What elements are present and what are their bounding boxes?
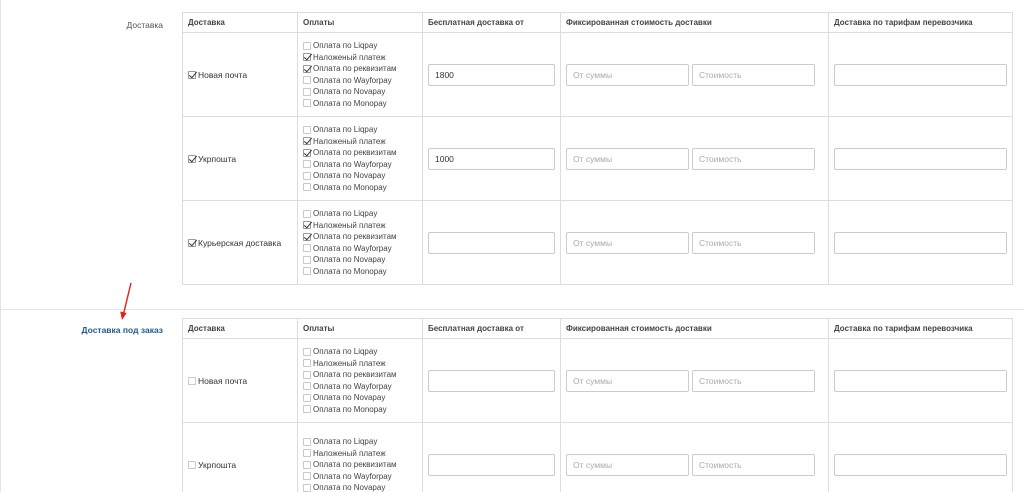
fixed-cost-cell xyxy=(561,33,829,117)
col-header-fixed-cost: Фиксированная стоимость доставки xyxy=(561,13,829,33)
payment-option-label: Оплата по Wayforpay xyxy=(313,381,392,391)
col-header-delivery: Доставка xyxy=(183,319,298,339)
fixed-cost-inputs xyxy=(566,370,823,392)
from-sum-input[interactable] xyxy=(566,454,689,476)
section-label-delivery-on-order[interactable]: Доставка под заказ xyxy=(81,325,163,335)
payment-option[interactable] xyxy=(303,208,417,220)
payment-option-label: Оплата по Monopay xyxy=(313,182,387,192)
payment-option-label: Оплата по реквизитам xyxy=(313,232,397,242)
payments-cell xyxy=(298,117,423,201)
carrier-tariff-input[interactable] xyxy=(834,148,1007,170)
carrier-name: Укрпошта xyxy=(198,459,237,470)
checkbox-icon[interactable] xyxy=(303,53,311,61)
carrier-tariff-cell xyxy=(829,33,1013,117)
section-label-delivery: Доставка xyxy=(126,20,163,30)
payment-option-label: Оплата по Liqpay xyxy=(313,125,378,135)
payments-cell xyxy=(298,423,423,492)
col-header-payments: Оплаты xyxy=(298,319,423,339)
payment-option[interactable] xyxy=(303,170,417,182)
payment-option[interactable] xyxy=(303,381,417,393)
from-sum-input[interactable] xyxy=(566,232,689,254)
payment-option[interactable] xyxy=(303,266,417,278)
checkbox-icon[interactable] xyxy=(303,461,311,469)
payment-option-label: Оплата по Liqpay xyxy=(313,437,378,446)
payment-option[interactable] xyxy=(303,136,417,148)
checkbox-icon[interactable] xyxy=(188,461,196,469)
checkbox-icon[interactable] xyxy=(303,65,311,73)
payment-methods-list xyxy=(303,122,417,195)
payment-option-label: Оплата по Wayforpay xyxy=(313,75,392,85)
col-header-payments: Оплаты xyxy=(298,13,423,33)
table-row xyxy=(183,201,1013,285)
payment-option-label: Оплата по реквизитам xyxy=(313,64,397,74)
carrier-tariff-cell xyxy=(829,117,1013,201)
checkbox-icon[interactable] xyxy=(303,371,311,379)
carrier-checkbox[interactable] xyxy=(188,154,292,164)
checkbox-icon[interactable] xyxy=(188,155,196,163)
carrier-name: Укрпошта xyxy=(198,153,237,164)
col-header-carrier-tariffs: Доставка по тарифам перевозчика xyxy=(829,319,1013,339)
cost-input[interactable] xyxy=(692,64,815,86)
payment-option[interactable] xyxy=(303,447,417,459)
payment-option-label: Наложеный платеж xyxy=(313,448,386,458)
checkbox-icon[interactable] xyxy=(303,267,311,275)
carrier-cell xyxy=(183,423,298,492)
payment-option[interactable] xyxy=(303,243,417,255)
checkbox-icon[interactable] xyxy=(303,256,311,264)
cost-input[interactable] xyxy=(692,148,815,170)
col-header-carrier-tariffs: Доставка по тарифам перевозчика xyxy=(829,13,1013,33)
checkbox-icon[interactable] xyxy=(303,210,311,218)
payment-option[interactable] xyxy=(303,124,417,136)
payment-option-label: Оплата по Monopay xyxy=(313,266,387,276)
payment-option[interactable] xyxy=(303,369,417,381)
free-delivery-cell xyxy=(423,339,561,423)
payment-option[interactable] xyxy=(303,254,417,266)
payment-option-label: Оплата по Monopay xyxy=(313,98,387,108)
checkbox-icon[interactable] xyxy=(303,137,311,145)
payment-methods-list xyxy=(303,38,417,111)
carrier-cell xyxy=(183,201,298,285)
table-row xyxy=(183,339,1013,423)
checkbox-icon[interactable] xyxy=(303,484,311,492)
cost-input[interactable] xyxy=(692,454,815,476)
free-delivery-from-input[interactable] xyxy=(428,454,555,476)
fixed-cost-cell xyxy=(561,201,829,285)
carrier-tariff-input[interactable] xyxy=(834,64,1007,86)
payment-option[interactable] xyxy=(303,98,417,110)
payment-option-label: Оплата по Liqpay xyxy=(313,347,378,357)
free-delivery-from-input[interactable] xyxy=(428,370,555,392)
payment-option-label: Оплата по Novapay xyxy=(313,393,386,403)
payment-methods-list xyxy=(303,206,417,279)
checkbox-icon[interactable] xyxy=(303,405,311,413)
payment-option-label: Оплата по реквизитам xyxy=(313,148,397,158)
table-row xyxy=(183,423,1013,492)
payment-option[interactable] xyxy=(303,40,417,52)
payment-option[interactable] xyxy=(303,220,417,232)
payment-option-label: Оплата по Wayforpay xyxy=(313,159,392,169)
payments-cell xyxy=(298,33,423,117)
carrier-tariff-input[interactable] xyxy=(834,232,1007,254)
checkbox-icon[interactable] xyxy=(303,149,311,157)
checkbox-icon[interactable] xyxy=(303,394,311,402)
checkbox-icon[interactable] xyxy=(303,244,311,252)
payment-option[interactable] xyxy=(303,482,417,492)
free-delivery-from-input[interactable] xyxy=(428,232,555,254)
table-header xyxy=(183,13,1013,33)
payment-option-label: Наложеный платеж xyxy=(313,220,386,230)
table-row xyxy=(183,33,1013,117)
payment-option-label: Оплата по Liqpay xyxy=(313,41,378,51)
carrier-cell xyxy=(183,33,298,117)
carrier-tariff-input[interactable] xyxy=(834,454,1007,476)
delivery-on-order-table xyxy=(182,318,1013,492)
fixed-cost-cell xyxy=(561,339,829,423)
from-sum-input[interactable] xyxy=(566,148,689,170)
checkbox-icon[interactable] xyxy=(303,99,311,107)
fixed-cost-cell xyxy=(561,423,829,492)
col-header-free-delivery: Бесплатная доставка от xyxy=(423,319,561,339)
carrier-name: Курьерская доставка xyxy=(198,237,282,248)
payment-option[interactable] xyxy=(303,147,417,159)
free-delivery-cell xyxy=(423,423,561,492)
checkbox-icon[interactable] xyxy=(303,160,311,168)
cost-input[interactable] xyxy=(692,232,815,254)
payment-option-label: Оплата по реквизитам xyxy=(313,370,397,380)
payment-option[interactable] xyxy=(303,75,417,87)
free-delivery-from-input[interactable] xyxy=(428,64,555,86)
checkbox-icon[interactable] xyxy=(303,382,311,390)
checkbox-icon[interactable] xyxy=(303,183,311,191)
payments-cell xyxy=(298,339,423,423)
payments-cell xyxy=(298,201,423,285)
checkbox-icon[interactable] xyxy=(188,239,196,247)
payment-option-label: Оплата по Novapay xyxy=(313,87,386,97)
payment-option[interactable] xyxy=(303,182,417,194)
payment-option-label: Оплата по Novapay xyxy=(313,255,386,265)
carrier-tariff-cell xyxy=(829,423,1013,492)
carrier-checkbox[interactable] xyxy=(188,238,292,248)
fixed-cost-inputs xyxy=(566,64,823,86)
fixed-cost-inputs xyxy=(566,454,823,476)
carrier-checkbox[interactable] xyxy=(188,460,292,470)
checkbox-icon[interactable] xyxy=(188,377,196,385)
carrier-checkbox[interactable] xyxy=(188,70,292,80)
payment-option[interactable] xyxy=(303,436,417,448)
payment-methods-list xyxy=(303,434,417,492)
payment-option-label: Оплата по Monopay xyxy=(313,404,387,414)
free-delivery-cell xyxy=(423,117,561,201)
free-delivery-cell xyxy=(423,201,561,285)
from-sum-input[interactable] xyxy=(566,64,689,86)
col-header-fixed-cost: Фиксированная стоимость доставки xyxy=(561,319,829,339)
payment-option-label: Оплата по Wayforpay xyxy=(313,243,392,253)
checkbox-icon[interactable] xyxy=(188,71,196,79)
carrier-name: Новая почта xyxy=(198,69,248,80)
payment-option[interactable] xyxy=(303,392,417,404)
carrier-tariff-input[interactable] xyxy=(834,370,1007,392)
payment-option[interactable] xyxy=(303,470,417,482)
payment-option[interactable] xyxy=(303,404,417,416)
checkbox-icon[interactable] xyxy=(303,449,311,457)
table-row xyxy=(183,117,1013,201)
payment-option[interactable] xyxy=(303,358,417,370)
free-delivery-cell xyxy=(423,33,561,117)
checkbox-icon[interactable] xyxy=(303,126,311,134)
payment-option-label: Оплата по Novapay xyxy=(313,483,386,492)
payment-option-label: Оплата по Wayforpay xyxy=(313,471,392,481)
from-sum-input[interactable] xyxy=(566,370,689,392)
payment-methods-list xyxy=(303,344,417,417)
carrier-checkbox[interactable] xyxy=(188,376,292,386)
checkbox-icon[interactable] xyxy=(303,88,311,96)
checkbox-icon[interactable] xyxy=(303,472,311,480)
payment-option-label: Наложеный платеж xyxy=(313,136,386,146)
carrier-cell xyxy=(183,117,298,201)
checkbox-icon[interactable] xyxy=(303,172,311,180)
checkbox-icon[interactable] xyxy=(303,42,311,50)
carrier-cell xyxy=(183,339,298,423)
col-header-delivery: Доставка xyxy=(183,13,298,33)
payment-option-label: Наложеный платеж xyxy=(313,358,386,368)
payment-option[interactable] xyxy=(303,159,417,171)
checkbox-icon[interactable] xyxy=(303,76,311,84)
table-header xyxy=(183,319,1013,339)
carrier-tariff-cell xyxy=(829,339,1013,423)
delivery-table xyxy=(182,12,1013,285)
fixed-cost-inputs xyxy=(566,148,823,170)
payment-option-label: Оплата по Liqpay xyxy=(313,209,378,219)
col-header-free-delivery: Бесплатная доставка от xyxy=(423,13,561,33)
checkbox-icon[interactable] xyxy=(303,221,311,229)
payment-option[interactable] xyxy=(303,52,417,64)
checkbox-icon[interactable] xyxy=(303,348,311,356)
fixed-cost-inputs xyxy=(566,232,823,254)
cost-input[interactable] xyxy=(692,370,815,392)
checkbox-icon[interactable] xyxy=(303,233,311,241)
checkbox-icon[interactable] xyxy=(303,438,311,446)
payment-option-label: Оплата по реквизитам xyxy=(313,460,397,469)
payment-option[interactable] xyxy=(303,63,417,75)
free-delivery-from-input[interactable] xyxy=(428,148,555,170)
payment-option-label: Оплата по Novapay xyxy=(313,171,386,181)
payment-option[interactable] xyxy=(303,86,417,98)
payment-option[interactable] xyxy=(303,459,417,471)
carrier-tariff-cell xyxy=(829,201,1013,285)
fixed-cost-cell xyxy=(561,117,829,201)
carrier-name: Новая почта xyxy=(198,375,248,386)
payment-option[interactable] xyxy=(303,346,417,358)
checkbox-icon[interactable] xyxy=(303,359,311,367)
payment-option[interactable] xyxy=(303,231,417,243)
payment-option-label: Наложеный платеж xyxy=(313,52,386,62)
